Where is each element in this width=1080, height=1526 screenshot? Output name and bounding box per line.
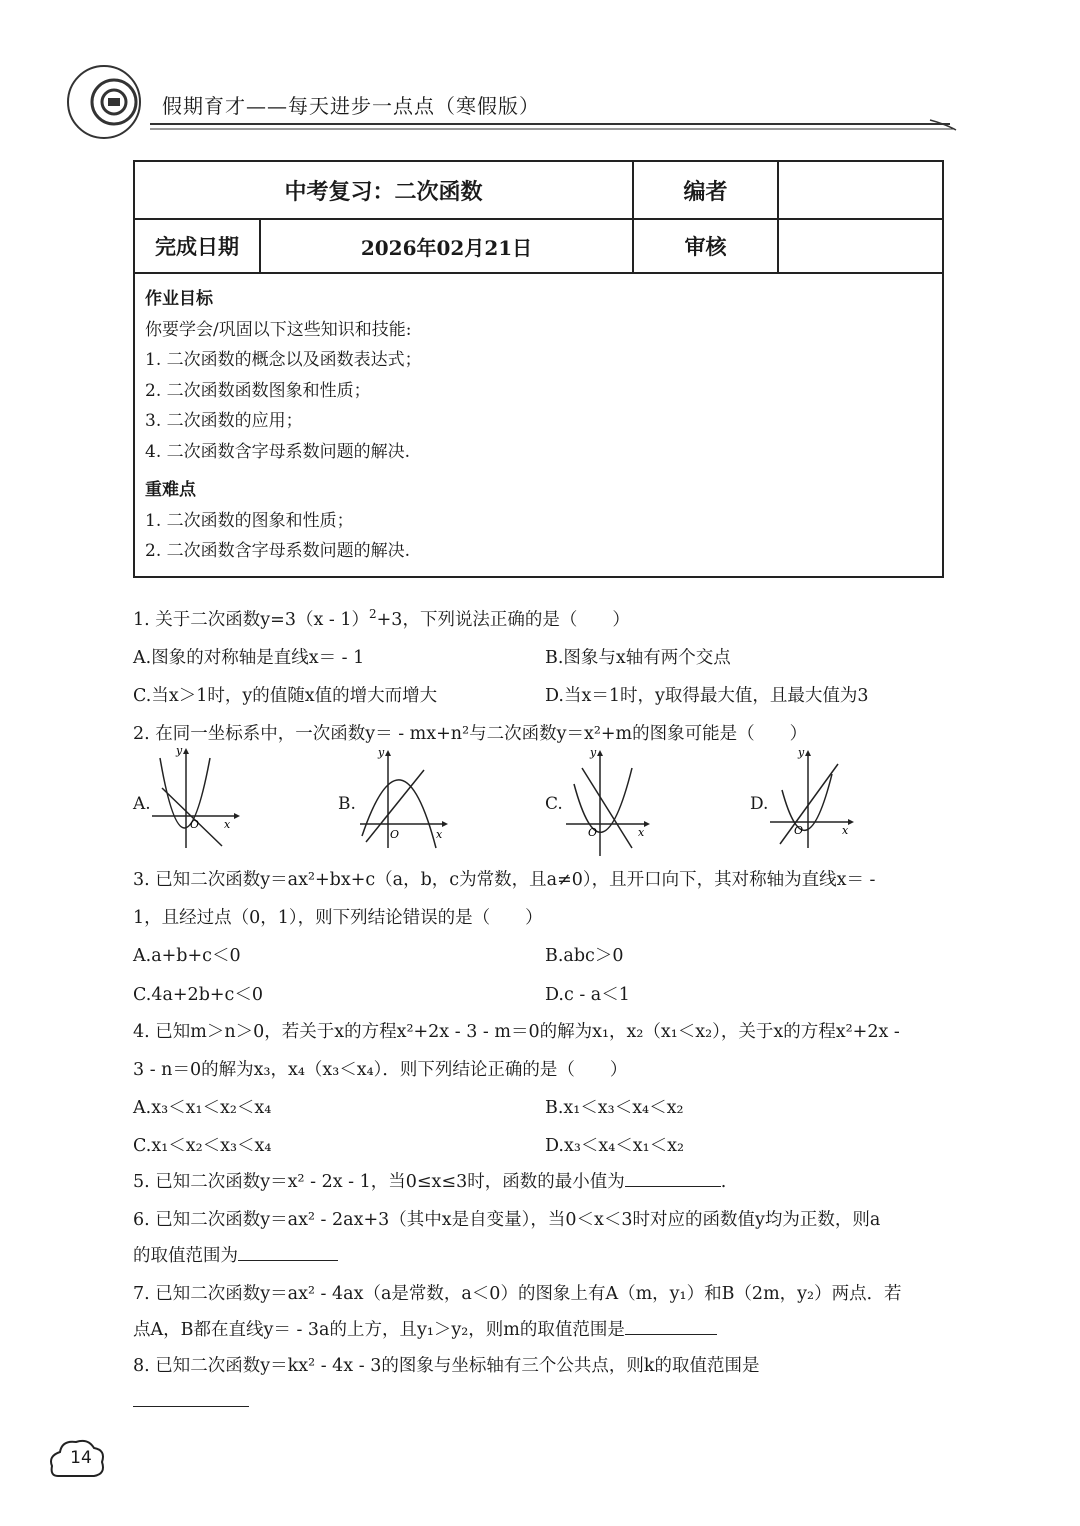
goal-item: 1. 二次函数的概念以及函数表达式； bbox=[145, 350, 422, 370]
header-rule bbox=[150, 118, 960, 138]
answer-blank[interactable] bbox=[625, 1168, 721, 1187]
keypoint-item: 2. 二次函数含字母系数问题的解决. bbox=[145, 541, 411, 561]
question-6-stem-line2: 的取值范围为 bbox=[133, 1242, 338, 1267]
question-8-stem: 8. 已知二次函数y＝kx² - 4x - 3的图象与坐标轴有三个公共点，则k的取值范围是 bbox=[133, 1356, 760, 1376]
page-number: 14 bbox=[70, 1448, 92, 1468]
question-5-stem: 5. 已知二次函数y＝x² - 2x - 1，当0≤x≤3时，函数的最小值为 . bbox=[133, 1168, 726, 1193]
goals-section bbox=[145, 284, 925, 567]
q1-option-d: D.当x＝1时，y取得最大值，且最大值为3 bbox=[545, 686, 869, 706]
q1-option-c: C.当x＞1时，y的值随x值的增大而增大 bbox=[133, 686, 438, 706]
answer-blank[interactable] bbox=[133, 1404, 249, 1407]
y-axis-label: y bbox=[590, 748, 597, 759]
q2-graph-c bbox=[562, 748, 654, 858]
question-4-stem-line2: 3 - n＝0的解为x₃，x₄（x₃＜x₄）．则下列结论正确的是（ ） bbox=[133, 1060, 628, 1080]
q4-option-d: D.x₃＜x₄＜x₁＜x₂ bbox=[545, 1136, 685, 1156]
q2-graph-b bbox=[356, 748, 448, 852]
goal-item: 4. 二次函数含字母系数问题的解决. bbox=[145, 441, 411, 462]
y-axis-label: y bbox=[378, 748, 385, 759]
q1-option-a: A.图象的对称轴是直线x＝ - 1 bbox=[133, 648, 365, 668]
y-axis-label: y bbox=[798, 748, 805, 759]
question-7-stem-line1: 7. 已知二次函数y＝ax² - 4ax（a是常数，a＜0）的图象上有A（m，y₁）和B（2m，y₂）两点．若 bbox=[133, 1284, 902, 1304]
question-2-stem: 2. 在同一坐标系中，一次函数y＝ - mx+n²与二次函数y＝x²+m的图象可能是（ ） bbox=[133, 724, 808, 744]
publisher-logo bbox=[62, 62, 150, 142]
question-1-stem: 1. 关于二次函数y=3（x - 1）$^2$+3，下列说法正确的是（ ） bbox=[133, 607, 630, 630]
q1-option-b: B.图象与x轴有两个交点 bbox=[545, 648, 731, 668]
origin-label: O bbox=[794, 824, 804, 837]
question-4-stem-line1: 4. 已知m＞n＞0，若关于x的方程x²+2x - 3 - m＝0的解为x₁，x₂（x₁＜x₂），关于x的方程x²+2x - bbox=[133, 1022, 900, 1042]
x-axis-label: x bbox=[224, 818, 231, 831]
table-title: 中考复习：二次函数 bbox=[284, 178, 483, 205]
editor-label: 编者 bbox=[683, 178, 728, 205]
header-title: 假期育才——每天进步一点点（寒假版） bbox=[162, 94, 540, 118]
q2-label-d: D. bbox=[750, 794, 769, 814]
question-3-stem-line2: 1，且经过点（0，1），则下列结论错误的是（ ） bbox=[133, 908, 543, 928]
answer-blank[interactable] bbox=[625, 1316, 717, 1335]
answer-blank[interactable] bbox=[238, 1242, 338, 1261]
y-axis-label: y bbox=[176, 748, 183, 757]
q4-option-c: C.x₁＜x₂＜x₃＜x₄ bbox=[133, 1136, 272, 1156]
review-value bbox=[779, 220, 942, 272]
goal-item: 3. 二次函数的应用； bbox=[145, 411, 303, 431]
date-value: 2026年02月21日 bbox=[360, 235, 533, 260]
origin-label: O bbox=[588, 826, 598, 839]
q3-option-a: A.a+b+c＜0 bbox=[133, 946, 241, 966]
info-table bbox=[133, 160, 944, 578]
goals-intro: 你要学会/巩固以下这些知识和技能: bbox=[145, 319, 412, 340]
x-axis-label: x bbox=[842, 824, 849, 837]
question-7-stem-line2: 点A，B都在直线y＝ - 3a的上方，且y₁＞y₂，则m的取值范围是 bbox=[133, 1316, 717, 1341]
review-label: 审核 bbox=[684, 234, 727, 259]
origin-label: O bbox=[190, 818, 200, 831]
q2-label-b: B. bbox=[338, 794, 356, 814]
q2-label-a: A. bbox=[133, 794, 151, 814]
keypoint-item: 1. 二次函数的图象和性质； bbox=[145, 510, 354, 531]
x-axis-label: x bbox=[436, 828, 443, 841]
q2-graph-a bbox=[148, 748, 240, 852]
x-axis-label: x bbox=[638, 826, 645, 839]
question-6-stem-line1: 6. 已知二次函数y＝ax² - 2ax+3（其中x是自变量），当0＜x＜3时对应的函数值y均为正数，则a bbox=[133, 1210, 881, 1230]
q3-option-d: D.c - a＜1 bbox=[545, 985, 630, 1005]
goals-heading: 作业目标 bbox=[145, 289, 213, 309]
question-3-stem-line1: 3. 已知二次函数y＝ax²+bx+c（a，b，c为常数，且a≠0），且开口向下，其对称轴为直线x＝ - bbox=[133, 870, 876, 890]
q4-option-a: A.x₃＜x₁＜x₂＜x₄ bbox=[133, 1098, 272, 1118]
origin-label: O bbox=[390, 828, 400, 841]
q2-graph-d bbox=[766, 748, 858, 852]
date-label: 完成日期 bbox=[155, 234, 239, 259]
goal-item: 2. 二次函数函数图象和性质； bbox=[145, 380, 371, 401]
q4-option-b: B.x₁＜x₃＜x₄＜x₂ bbox=[545, 1098, 684, 1118]
q2-label-c: C. bbox=[545, 794, 563, 814]
q3-option-c: C.4a+2b+c＜0 bbox=[133, 985, 263, 1005]
keypoints-heading: 重难点 bbox=[145, 480, 196, 500]
q3-option-b: B.abc＞0 bbox=[545, 946, 624, 966]
editor-value bbox=[779, 162, 942, 218]
